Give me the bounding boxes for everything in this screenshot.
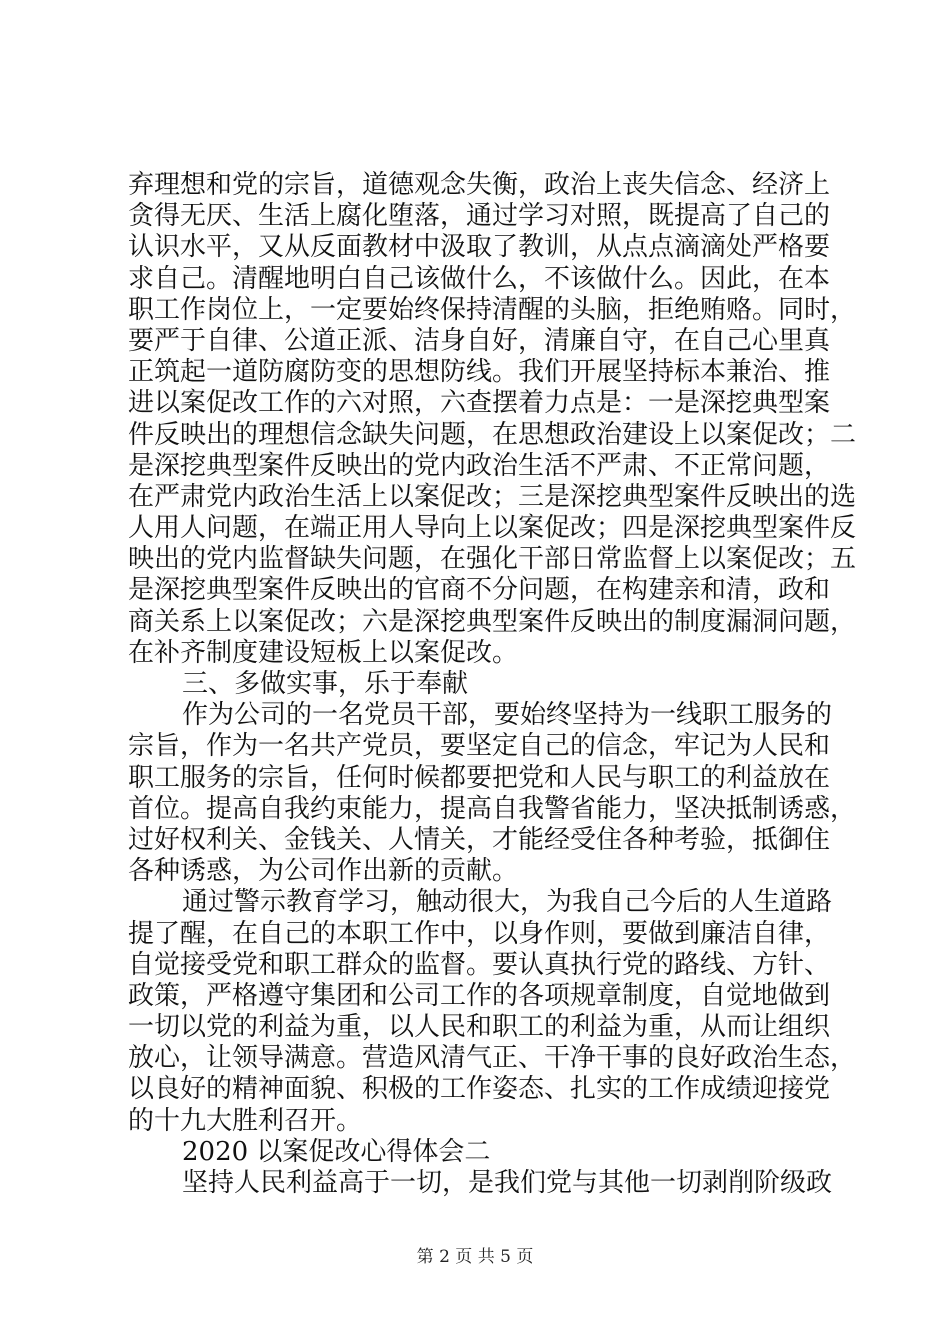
- text-line: 求自己。清醒地明白自己该做什么，不该做什么。因此，在本: [128, 263, 831, 294]
- text-line: 贪得无厌、生活上腐化堕落，通过学习对照，既提高了自己的: [128, 201, 831, 232]
- text-line: 件反映出的理想信念缺失问题，在思想政治建设上以案促改；二: [128, 419, 857, 450]
- text-line: 各种诱惑，为公司作出新的贡献。: [128, 856, 519, 887]
- text-line: 一切以党的利益为重，以人民和职工的利益为重，从而让组织: [128, 1012, 831, 1043]
- text-line: 自觉接受党和职工群众的监督。要认真执行党的路线、方针、: [128, 949, 831, 980]
- text-line: 首位。提高自我约束能力，提高自我警省能力，坚决抵制诱惑，: [128, 793, 857, 824]
- text-line: 在补齐制度建设短板上以案促改。: [128, 637, 519, 668]
- text-line: 正筑起一道防腐防变的思想防线。我们开展坚持标本兼治、推: [128, 357, 831, 388]
- text-line: 弃理想和党的宗旨，道德观念失衡，政治上丧失信念、经济上: [128, 170, 831, 200]
- text-line: 是深挖典型案件反映出的党内政治生活不严肃、不正常问题，: [128, 450, 831, 481]
- text-line: 坚持人民利益高于一切，是我们党与其他一切剥削阶级政: [182, 1168, 833, 1198]
- text-line: 人用人问题，在端正用人导向上以案促改；四是深挖典型案件反: [128, 513, 857, 544]
- text-line: 职工作岗位上，一定要始终保持清醒的头脑，拒绝贿赂。同时，: [128, 294, 857, 325]
- text-line: 要严于自律、公道正派、洁身自好，清廉自守，在自己心里真: [128, 325, 831, 356]
- document-body: [128, 170, 857, 1199]
- text-line: 政策，严格遵守集团和公司工作的各项规章制度，自觉地做到: [128, 980, 831, 1011]
- text-line: 商关系上以案促改；六是深挖典型案件反映出的制度漏洞问题，: [128, 606, 857, 637]
- text-line: 认识水平，又从反面教材中汲取了教训，从点点滴滴处严格要: [128, 232, 831, 263]
- page-number-footer: 第 2 页 共 5 页: [416, 1247, 534, 1267]
- text-line: 提了醒，在自己的本职工作中，以身作则，要做到廉洁自律，: [128, 918, 831, 949]
- text-line: 映出的党内监督缺失问题，在强化干部日常监督上以案促改；五: [128, 544, 857, 575]
- text-line: 过好权利关、金钱关、人情关，才能经受住各种考验，抵御住: [128, 824, 831, 855]
- section-heading: 2020 以案促改心得体会二: [182, 1136, 491, 1167]
- text-line: 在严肃党内政治生活上以案促改；三是深挖典型案件反映出的选: [128, 481, 857, 512]
- text-line: 职工服务的宗旨，任何时候都要把党和人民与职工的利益放在: [128, 762, 831, 793]
- text-line: 进以案促改工作的六对照，六查摆着力点是：一是深挖典型案: [128, 388, 831, 419]
- text-line: 的十九大胜利召开。: [128, 1105, 363, 1136]
- text-line: 宗旨，作为一名共产党员，要坚定自己的信念，牢记为人民和: [128, 731, 831, 762]
- text-line: 以良好的精神面貌、积极的工作姿态、扎实的工作成绩迎接党: [128, 1074, 831, 1105]
- text-line: 通过警示教育学习，触动很大，为我自己今后的人生道路: [182, 887, 833, 918]
- text-line: 是深挖典型案件反映出的官商不分问题，在构建亲和清，政和: [128, 575, 831, 606]
- section-heading: 三、多做实事，乐于奉献: [182, 669, 469, 699]
- text-line: 作为公司的一名党员干部，要始终坚持为一线职工服务的: [182, 700, 833, 731]
- text-line: 放心，让领导满意。营造风清气正、干净干事的良好政治生态，: [128, 1043, 857, 1074]
